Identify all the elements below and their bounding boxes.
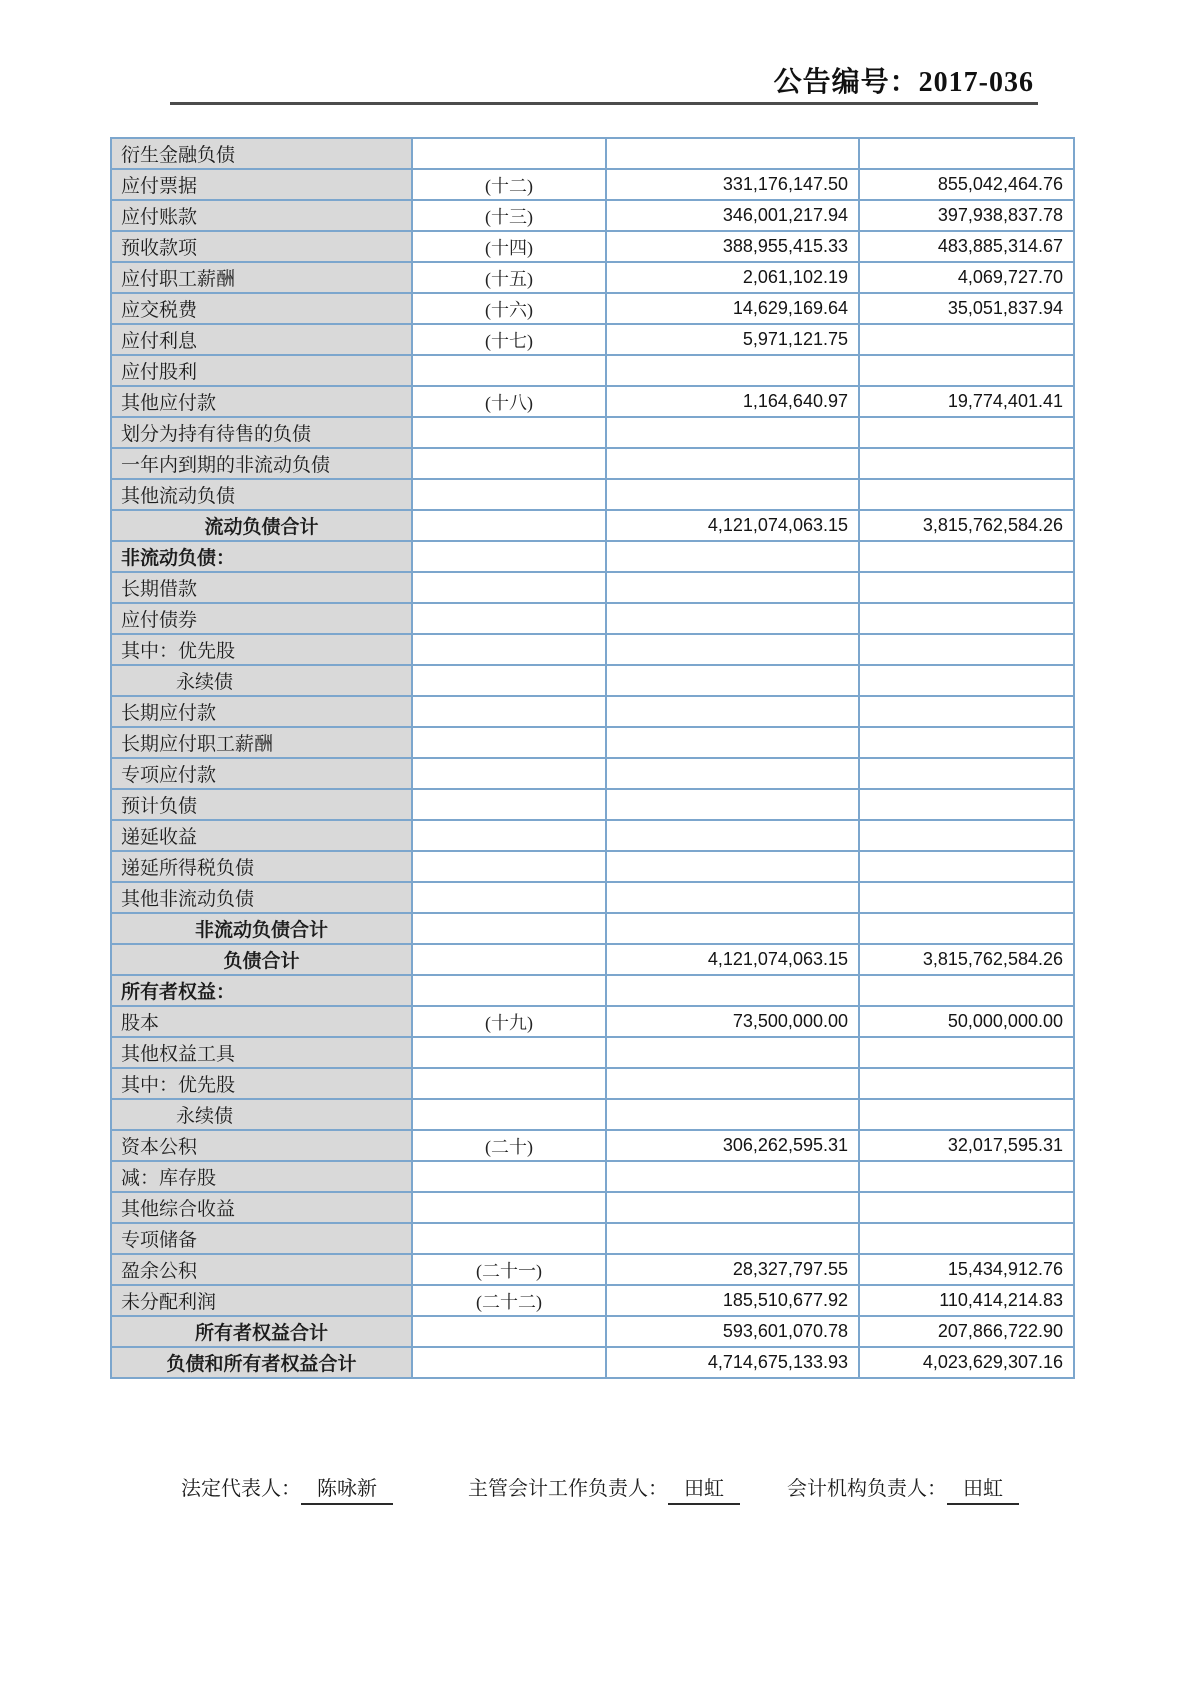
row-prior-cell [859, 417, 1074, 448]
row-current-cell [606, 1037, 859, 1068]
table-row [111, 789, 1074, 820]
row-prior-cell [859, 727, 1074, 758]
row-label-cell: 专项储备 [111, 1223, 412, 1254]
row-label-cell: 应付利息 [111, 324, 412, 355]
row-prior-cell: 4,023,629,307.16 [859, 1347, 1074, 1378]
row-note-cell [412, 882, 606, 913]
row-note-cell: (二十) [412, 1130, 606, 1161]
row-prior-cell [859, 448, 1074, 479]
row-prior-cell [859, 913, 1074, 944]
row-current-cell [606, 665, 859, 696]
table-row [111, 882, 1074, 913]
table-row [111, 448, 1074, 479]
table-row [111, 1192, 1074, 1223]
table-row [111, 665, 1074, 696]
row-current-cell [606, 882, 859, 913]
legal-representative-signature [181, 1472, 393, 1505]
table-row [111, 851, 1074, 882]
row-current-cell: 346,001,217.94 [606, 200, 859, 231]
row-note-cell [412, 665, 606, 696]
row-note-cell [412, 603, 606, 634]
row-label-cell: 预计负债 [111, 789, 412, 820]
row-note-cell: (十八) [412, 386, 606, 417]
row-note-cell [412, 1161, 606, 1192]
row-current-cell [606, 448, 859, 479]
signature-footer [110, 1472, 1120, 1506]
row-note-cell [412, 448, 606, 479]
table-row [111, 386, 1074, 417]
row-label-cell: 流动负债合计 [111, 510, 412, 541]
row-prior-cell [859, 603, 1074, 634]
row-prior-cell [859, 1099, 1074, 1130]
row-note-cell [412, 479, 606, 510]
row-prior-cell: 483,885,314.67 [859, 231, 1074, 262]
row-current-cell: 593,601,070.78 [606, 1316, 859, 1347]
row-current-cell [606, 1068, 859, 1099]
row-label-cell: 长期应付职工薪酬 [111, 727, 412, 758]
row-label-cell: 应付债券 [111, 603, 412, 634]
row-note-cell [412, 1099, 606, 1130]
row-current-cell [606, 541, 859, 572]
row-label-cell: 负债和所有者权益合计 [111, 1347, 412, 1378]
row-label-cell: 非流动负债： [111, 541, 412, 572]
row-note-cell [412, 1223, 606, 1254]
row-current-cell [606, 758, 859, 789]
row-prior-cell [859, 541, 1074, 572]
table-row [111, 1099, 1074, 1130]
row-label-cell: 专项应付款 [111, 758, 412, 789]
row-note-cell [412, 1037, 606, 1068]
row-prior-cell [859, 975, 1074, 1006]
accounting-department-head-signature [787, 1472, 1019, 1505]
row-label-cell: 衍生金融负债 [111, 138, 412, 169]
row-note-cell: (十九) [412, 1006, 606, 1037]
row-current-cell: 331,176,147.50 [606, 169, 859, 200]
row-current-cell [606, 1192, 859, 1223]
row-note-cell [412, 851, 606, 882]
row-prior-cell [859, 696, 1074, 727]
row-note-cell [412, 789, 606, 820]
row-current-cell [606, 696, 859, 727]
row-prior-cell: 50,000,000.00 [859, 1006, 1074, 1037]
row-label-cell: 递延收益 [111, 820, 412, 851]
row-label-cell: 永续债 [111, 665, 412, 696]
table-row [111, 758, 1074, 789]
row-current-cell: 14,629,169.64 [606, 293, 859, 324]
table-row [111, 541, 1074, 572]
row-label-cell: 应付职工薪酬 [111, 262, 412, 293]
announcement-number: 公告编号：2017-036 [773, 67, 1034, 98]
table-row [111, 1161, 1074, 1192]
row-prior-cell [859, 820, 1074, 851]
row-note-cell [412, 758, 606, 789]
row-current-cell [606, 138, 859, 169]
row-note-cell [412, 1347, 606, 1378]
row-current-cell [606, 355, 859, 386]
row-label-cell: 其中：优先股 [111, 1068, 412, 1099]
table-row [111, 1347, 1074, 1378]
balance-sheet-table [110, 137, 1075, 1379]
row-note-cell [412, 417, 606, 448]
row-label-cell: 一年内到期的非流动负债 [111, 448, 412, 479]
row-prior-cell [859, 138, 1074, 169]
chief-accounting-officer-label: 主管会计工作负责人： [468, 1478, 668, 1500]
row-prior-cell [859, 634, 1074, 665]
row-prior-cell [859, 851, 1074, 882]
table-row [111, 200, 1074, 231]
row-current-cell: 1,164,640.97 [606, 386, 859, 417]
row-prior-cell: 32,017,595.31 [859, 1130, 1074, 1161]
row-current-cell [606, 727, 859, 758]
row-current-cell [606, 789, 859, 820]
row-current-cell: 5,971,121.75 [606, 324, 859, 355]
table-row [111, 169, 1074, 200]
row-note-cell [412, 944, 606, 975]
table-row [111, 1006, 1074, 1037]
row-current-cell: 185,510,677.92 [606, 1285, 859, 1316]
row-label-cell: 盈余公积 [111, 1254, 412, 1285]
row-label-cell: 非流动负债合计 [111, 913, 412, 944]
row-current-cell: 4,121,074,063.15 [606, 510, 859, 541]
row-label-cell: 长期借款 [111, 572, 412, 603]
row-note-cell [412, 572, 606, 603]
table-row [111, 231, 1074, 262]
row-label-cell: 股本 [111, 1006, 412, 1037]
row-label-cell: 其他权益工具 [111, 1037, 412, 1068]
table-row [111, 1285, 1074, 1316]
row-prior-cell: 855,042,464.76 [859, 169, 1074, 200]
row-current-cell: 306,262,595.31 [606, 1130, 859, 1161]
row-label-cell: 长期应付款 [111, 696, 412, 727]
row-note-cell [412, 1316, 606, 1347]
row-label-cell: 其他应付款 [111, 386, 412, 417]
row-prior-cell: 207,866,722.90 [859, 1316, 1074, 1347]
row-note-cell [412, 913, 606, 944]
row-prior-cell [859, 1192, 1074, 1223]
row-label-cell: 其他非流动负债 [111, 882, 412, 913]
row-label-cell: 应付账款 [111, 200, 412, 231]
row-label-cell: 应付股利 [111, 355, 412, 386]
row-prior-cell [859, 665, 1074, 696]
row-label-cell: 其他流动负债 [111, 479, 412, 510]
row-current-cell [606, 1161, 859, 1192]
row-note-cell: (十六) [412, 293, 606, 324]
row-prior-cell [859, 479, 1074, 510]
row-current-cell: 2,061,102.19 [606, 262, 859, 293]
row-label-cell: 未分配利润 [111, 1285, 412, 1316]
row-prior-cell [859, 789, 1074, 820]
row-note-cell [412, 1068, 606, 1099]
row-current-cell: 28,327,797.55 [606, 1254, 859, 1285]
table-body [111, 138, 1074, 1378]
row-note-cell [412, 696, 606, 727]
row-current-cell [606, 479, 859, 510]
row-prior-cell: 110,414,214.83 [859, 1285, 1074, 1316]
row-label-cell: 永续债 [111, 1099, 412, 1130]
table-row [111, 696, 1074, 727]
table-row [111, 262, 1074, 293]
table-row [111, 603, 1074, 634]
row-prior-cell [859, 355, 1074, 386]
row-current-cell [606, 603, 859, 634]
row-label-cell: 资本公积 [111, 1130, 412, 1161]
table-row [111, 572, 1074, 603]
row-prior-cell: 35,051,837.94 [859, 293, 1074, 324]
table-row [111, 510, 1074, 541]
row-current-cell [606, 820, 859, 851]
row-note-cell [412, 975, 606, 1006]
table-row [111, 138, 1074, 169]
row-prior-cell: 397,938,837.78 [859, 200, 1074, 231]
row-current-cell [606, 1223, 859, 1254]
row-prior-cell [859, 1068, 1074, 1099]
row-prior-cell: 4,069,727.70 [859, 262, 1074, 293]
table-row [111, 1254, 1074, 1285]
row-prior-cell [859, 1161, 1074, 1192]
table-row [111, 1316, 1074, 1347]
row-prior-cell [859, 758, 1074, 789]
table-row [111, 727, 1074, 758]
row-current-cell: 4,714,675,133.93 [606, 1347, 859, 1378]
row-prior-cell [859, 572, 1074, 603]
row-label-cell: 减：库存股 [111, 1161, 412, 1192]
chief-accounting-officer-name: 田虹 [668, 1472, 740, 1505]
table-row [111, 820, 1074, 851]
table-row [111, 1068, 1074, 1099]
table-row [111, 944, 1074, 975]
table-row [111, 913, 1074, 944]
row-current-cell [606, 572, 859, 603]
row-note-cell: (十二) [412, 169, 606, 200]
row-prior-cell [859, 324, 1074, 355]
row-note-cell [412, 541, 606, 572]
row-note-cell: (十三) [412, 200, 606, 231]
row-prior-cell [859, 882, 1074, 913]
header-rule [170, 102, 1038, 105]
accounting-department-head-label: 会计机构负责人： [787, 1478, 947, 1500]
row-current-cell [606, 417, 859, 448]
row-label-cell: 应付票据 [111, 169, 412, 200]
row-label-cell: 所有者权益合计 [111, 1316, 412, 1347]
row-prior-cell: 15,434,912.76 [859, 1254, 1074, 1285]
table-row [111, 975, 1074, 1006]
row-label-cell: 划分为持有待售的负债 [111, 417, 412, 448]
row-label-cell: 应交税费 [111, 293, 412, 324]
row-note-cell [412, 634, 606, 665]
row-current-cell [606, 913, 859, 944]
row-note-cell [412, 355, 606, 386]
row-current-cell: 388,955,415.33 [606, 231, 859, 262]
row-note-cell [412, 510, 606, 541]
row-note-cell: (二十一) [412, 1254, 606, 1285]
row-prior-cell: 19,774,401.41 [859, 386, 1074, 417]
legal-representative-label: 法定代表人： [181, 1478, 301, 1500]
row-label-cell: 其他综合收益 [111, 1192, 412, 1223]
row-current-cell: 4,121,074,063.15 [606, 944, 859, 975]
row-note-cell [412, 820, 606, 851]
table-row [111, 634, 1074, 665]
table-row [111, 417, 1074, 448]
row-current-cell [606, 851, 859, 882]
row-label-cell: 负债合计 [111, 944, 412, 975]
row-note-cell: (十七) [412, 324, 606, 355]
row-note-cell [412, 727, 606, 758]
legal-representative-name: 陈咏新 [301, 1472, 393, 1505]
row-prior-cell [859, 1223, 1074, 1254]
row-label-cell: 预收款项 [111, 231, 412, 262]
row-note-cell [412, 1192, 606, 1223]
table-row [111, 1037, 1074, 1068]
row-note-cell: (二十二) [412, 1285, 606, 1316]
row-current-cell [606, 1099, 859, 1130]
row-note-cell [412, 138, 606, 169]
row-prior-cell [859, 1037, 1074, 1068]
accounting-department-head-name: 田虹 [947, 1472, 1019, 1505]
row-label-cell: 其中：优先股 [111, 634, 412, 665]
row-current-cell [606, 975, 859, 1006]
row-current-cell [606, 634, 859, 665]
table-row [111, 479, 1074, 510]
table-row [111, 1223, 1074, 1254]
row-label-cell: 递延所得税负债 [111, 851, 412, 882]
table-row [111, 324, 1074, 355]
row-prior-cell: 3,815,762,584.26 [859, 944, 1074, 975]
row-note-cell: (十四) [412, 231, 606, 262]
row-current-cell: 73,500,000.00 [606, 1006, 859, 1037]
table-row [111, 293, 1074, 324]
chief-accounting-officer-signature [468, 1472, 740, 1505]
row-note-cell: (十五) [412, 262, 606, 293]
table-row [111, 1130, 1074, 1161]
row-prior-cell: 3,815,762,584.26 [859, 510, 1074, 541]
row-label-cell: 所有者权益： [111, 975, 412, 1006]
table-row [111, 355, 1074, 386]
